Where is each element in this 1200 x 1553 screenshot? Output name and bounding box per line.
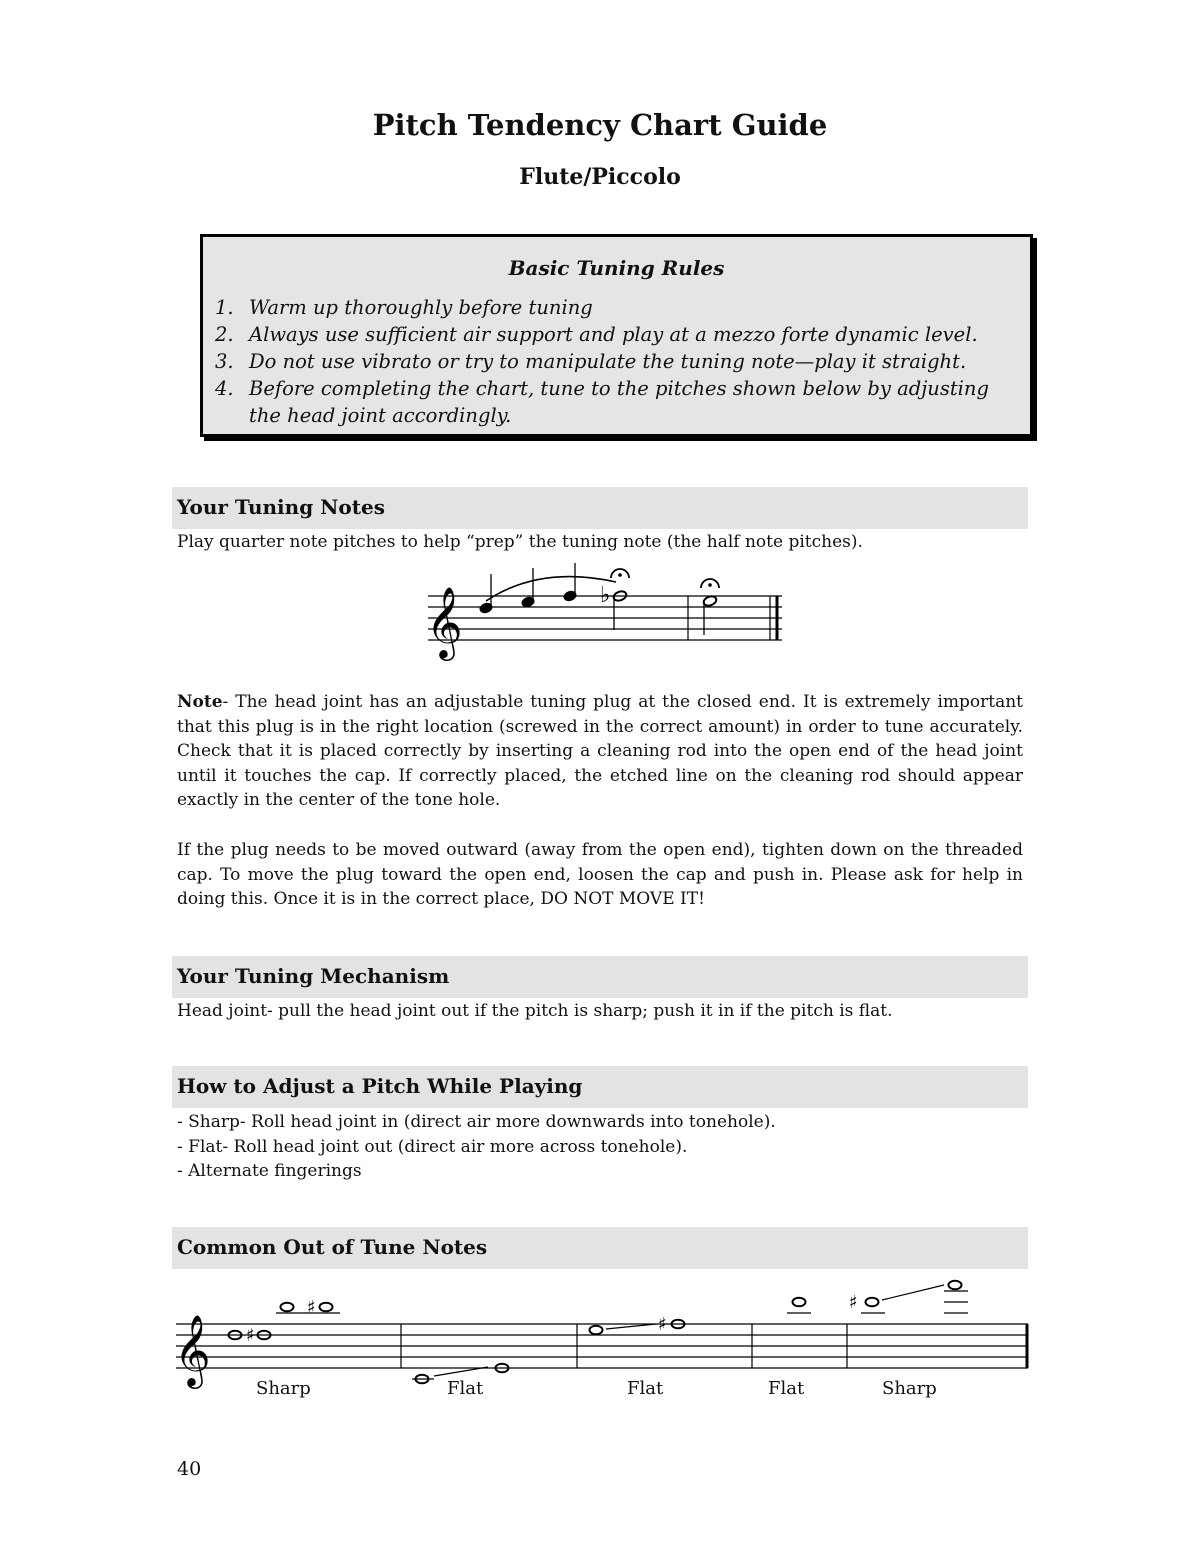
tendency-label: Sharp [882,1378,937,1399]
note-paragraph [177,690,1023,813]
page-title: Pitch Tendency Chart Guide [372,108,828,142]
whole-note [320,1303,333,1312]
flat-icon: ♭ [600,583,611,608]
page-subtitle: Flute/Piccolo [519,164,681,190]
slur [486,577,616,601]
rule-number: 4. [215,377,234,400]
sharp-icon: ♯ [849,1292,858,1313]
section-heading: How to Adjust a Pitch While Playing [177,1074,583,1098]
rule-number: 2. [215,323,234,346]
rule-item [215,375,1015,429]
note-text: - The head joint has an adjustable tuning plug at the closed end. It is extremely important that this plug is in the right location (screwed in the correct amount) in order to tune accurately. Check that it is placed correctly by inserting a cleaning rod into the open end of the head joint until it touches the cap. If correctly placed, the etched line on the cleaning rod should appear exactly in the center of the tone hole. [177,692,1023,810]
treble-clef-icon: 𝄞 [174,1313,211,1386]
rule-number: 1. [215,296,234,319]
section-header-tuning-notes [172,487,1028,529]
connector-line [606,1324,656,1329]
sharp-icon: ♯ [307,1297,316,1318]
mechanism-text: Head joint- pull the head joint out if the pitch is sharp; push it in if the pitch is flat. [177,1001,893,1021]
section-heading: Common Out of Tune Notes [177,1235,488,1259]
section-header-out-of-tune [172,1227,1028,1269]
tendency-label: Flat [768,1378,805,1399]
tuning-notes-staff [420,560,790,670]
rules-box [200,234,1033,437]
half-note [702,595,717,608]
adjust-item: - Sharp- Roll head joint in (direct air more downwards into tonehole). [177,1112,776,1132]
section-header-tuning-mechanism [172,956,1028,998]
plug-paragraph: If the plug needs to be moved outward (away from the open end), tighten down on the threaded cap. To move the plug toward the open end, loosen the cap and push in. Please ask for help in doing this. Once it is in the correct place, DO NOT MOVE IT! [177,840,1023,909]
section-heading: Your Tuning Notes [177,495,385,519]
adjust-item: - Flat- Roll head joint out (direct air more across tonehole). [177,1136,688,1157]
whole-note [949,1281,962,1290]
rule-text: Do not use vibrato or try to manipulate the tuning note—play it straight. [249,350,967,373]
sharp-icon: ♯ [658,1314,667,1335]
out-of-tune-staff [172,1272,1032,1386]
rule-text: Before completing the chart, tune to the pitches shown below by adjusting the head joint accordingly. [249,377,989,427]
tendency-label: Flat [447,1378,484,1399]
whole-note [281,1303,294,1312]
rule-item [215,348,1015,375]
rule-item [215,294,1015,321]
page-number: 40 [177,1458,202,1480]
note-label: Note [177,692,223,712]
rules-title: Basic Tuning Rules [508,256,725,280]
whole-note [590,1326,603,1335]
whole-note [793,1298,806,1307]
rule-item [215,321,1015,348]
tendency-label: Sharp [256,1378,311,1399]
rule-text: Always use sufficient air support and play at a mezzo forte dynamic level. [249,323,978,346]
rule-number: 3. [215,350,234,373]
connector-line [882,1285,944,1300]
section-header-adjust-pitch [172,1066,1028,1108]
tendency-label: Flat [627,1378,664,1399]
adjust-list [177,1110,1023,1184]
rule-text: Warm up thoroughly before tuning [249,296,593,319]
sharp-icon: ♯ [246,1325,255,1346]
treble-clef-icon: 𝄞 [426,585,463,658]
adjust-item: - Alternate fingerings [177,1161,362,1181]
section-heading: Your Tuning Mechanism [177,964,450,988]
rules-list [215,294,1015,429]
tuning-notes-intro: Play quarter note pitches to help “prep” the tuning note (the half note pitches). [177,532,863,552]
whole-note [866,1298,879,1307]
